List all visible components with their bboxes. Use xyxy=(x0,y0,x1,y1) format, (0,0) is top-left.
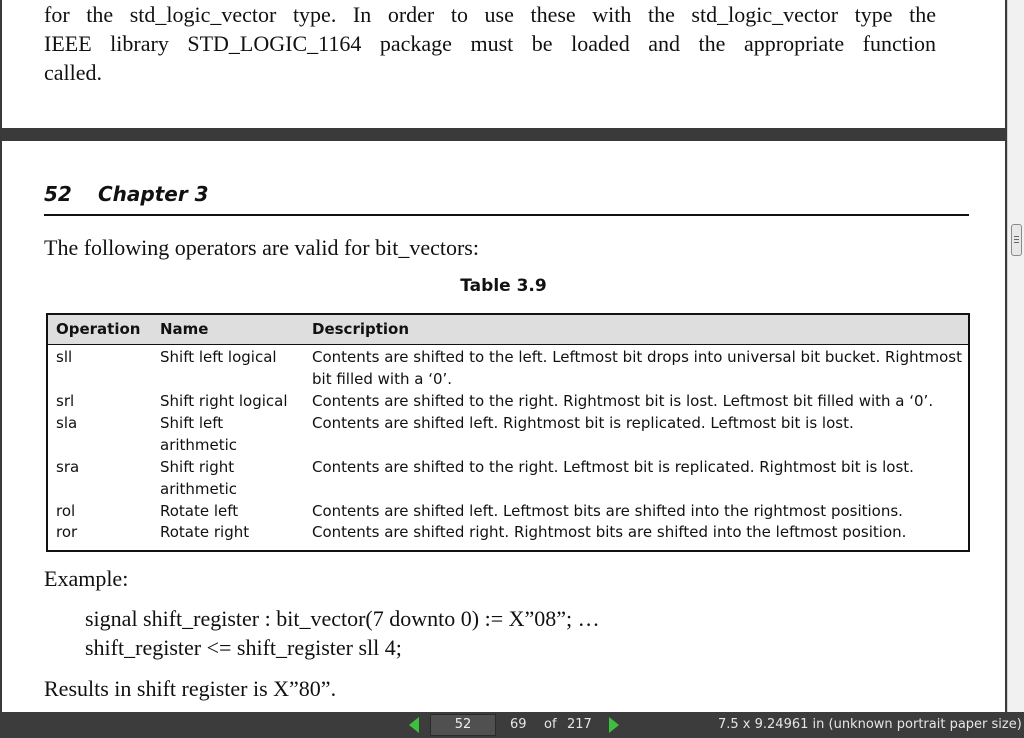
cell-name: Rotate left xyxy=(160,502,239,520)
cell-description: Contents are shifted left. Leftmost bits are shifted into the rightmost positions. xyxy=(312,502,903,520)
triangle-right-icon[interactable] xyxy=(609,717,619,733)
cell-operation: sra xyxy=(56,458,80,476)
status-bar xyxy=(0,712,1024,738)
header-operation: Operation xyxy=(56,320,141,338)
grip-lines-icon xyxy=(1014,236,1019,237)
chapter-title: Chapter 3 xyxy=(98,182,209,206)
example-label: Example: xyxy=(44,566,129,591)
page-number: 52 xyxy=(44,182,72,206)
cell-operation: sll xyxy=(56,348,73,366)
cell-description: Contents are shifted right. Rightmost bits are shifted into the leftmost position. xyxy=(312,523,907,541)
intro-paragraph: The following operators are valid for bit_vectors: xyxy=(44,235,479,260)
vertical-scrollbar[interactable] xyxy=(1007,0,1024,712)
grip-lines-icon xyxy=(1014,242,1019,243)
cell-operation: sla xyxy=(56,414,78,432)
cell-description: Contents are shifted to the right. Rightmost bit is lost. Leftmost bit filled with a ‘0’. xyxy=(312,392,934,410)
paper-size-label: 7.5 x 9.24961 in (unknown portrait paper size) xyxy=(718,717,1022,732)
total-pages-label: 217 xyxy=(567,717,592,732)
operators-table xyxy=(46,313,970,552)
code-line: signal shift_register : bit_vector(7 downto 0) := X”08”; … xyxy=(85,606,600,631)
cell-name: Shift left arithmetic xyxy=(160,414,238,454)
grip-lines-icon xyxy=(1014,239,1019,240)
cell-name: Rotate right xyxy=(160,523,250,541)
cell-operation: ror xyxy=(56,523,78,541)
table-caption: Table 3.9 xyxy=(460,276,547,296)
text-line: called. xyxy=(44,60,103,85)
cell-description: Contents are shifted to the left. Leftmost bit drops into universal bit bucket. Rightmost bit filled with a ‘0’. xyxy=(312,348,962,388)
cell-description: Contents are shifted left. Rightmost bit is replicated. Leftmost bit is lost. xyxy=(312,414,854,432)
of-label: of xyxy=(544,717,557,732)
text-line: IEEE library STD_LOGIC_1164 package must be loaded and the appropriate function xyxy=(44,31,936,56)
cell-operation: rol xyxy=(56,502,76,520)
cell-name: Shift left logical xyxy=(160,348,277,366)
previous-page-text xyxy=(44,0,936,87)
cell-description: Contents are shifted to the right. Leftmost bit is replicated. Rightmost bit is lost. xyxy=(312,458,914,476)
result-text: Results in shift register is X”80”. xyxy=(44,676,337,701)
cell-operation: srl xyxy=(56,392,75,410)
table-header xyxy=(48,315,968,345)
scroll-thumb[interactable] xyxy=(1011,224,1022,256)
cell-name: Shift right arithmetic xyxy=(160,458,238,498)
previous-page xyxy=(2,0,1005,128)
page-number-input[interactable]: 52 xyxy=(430,714,496,736)
page-index-label: 69 xyxy=(510,717,527,732)
chapter-heading xyxy=(44,182,969,216)
code-line: shift_register <= shift_register sll 4; xyxy=(85,635,402,660)
triangle-left-icon[interactable] xyxy=(409,717,419,733)
header-name: Name xyxy=(160,320,209,338)
current-page xyxy=(2,141,1005,712)
header-description: Description xyxy=(312,320,410,338)
text-line: for the std_logic_vector type. In order to use these with the std_logic_vector type the xyxy=(44,2,936,27)
cell-name: Shift right logical xyxy=(160,392,288,410)
